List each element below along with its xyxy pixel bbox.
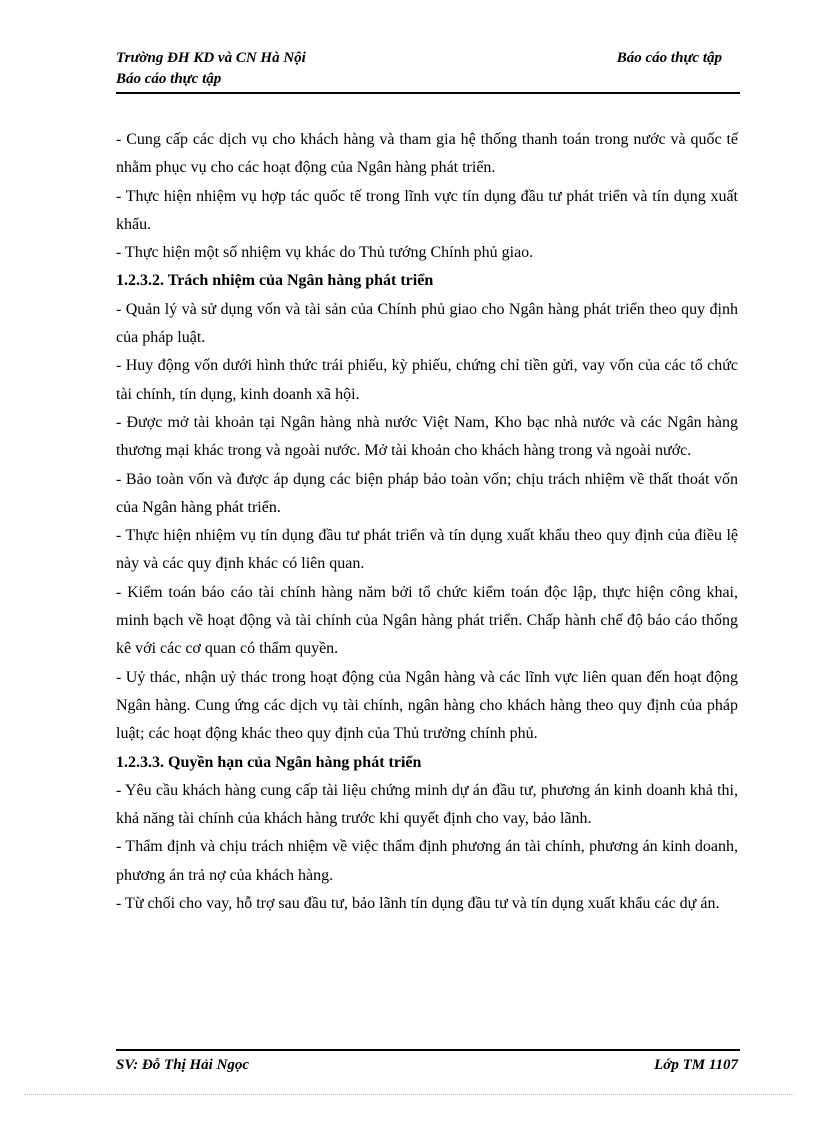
paragraph: - Quản lý và sử dụng vốn và tài sản của Chính phủ giao cho Ngân hàng phát triển theo quy định của pháp luật. xyxy=(116,300,738,347)
paragraph: - Kiểm toán báo cáo tài chính hàng năm bởi tổ chức kiểm toán độc lập, thực hiện công khai, minh bạch về hoạt động và tài chính của Ngân hàng phát triển. Chấp hành chế độ báo cáo thống kê với các cơ quan có thẩm quyền. xyxy=(116,583,738,658)
header-divider xyxy=(116,92,740,94)
section-heading: 1.2.3.3. Quyền hạn của Ngân hàng phát triển xyxy=(116,753,422,771)
paragraph: - Thẩm định và chịu trách nhiệm về việc thẩm định phương án tài chính, phương án kinh doanh, phương án trả nợ của khách hàng. xyxy=(116,838,738,884)
header-report-title-left: Báo cáo thực tập xyxy=(116,71,222,87)
page-footer xyxy=(116,1055,738,1076)
footer-divider xyxy=(116,1049,740,1051)
paragraph: - Thực hiện một số nhiệm vụ khác do Thủ tướng Chính phủ giao. xyxy=(116,244,534,262)
paragraph: - Yêu cầu khách hàng cung cấp tài liệu chứng minh dự án đầu tư, phương án kinh doanh khả thi, khả năng tài chính của khách hàng trước khi quyết định cho vay, bảo lãnh. xyxy=(116,781,738,828)
footer-student-name: SV: Đỗ Thị Hải Ngọc xyxy=(116,1057,250,1073)
paragraph: - Được mở tài khoản tại Ngân hàng nhà nước Việt Nam, Kho bạc nhà nước và các Ngân hàng thương mại khác trong và ngoài nước. Mở tài khoản cho khách hàng trong và ngoài nước. xyxy=(116,413,738,460)
paragraph: - Thực hiện nhiệm vụ tín dụng đầu tư phát triển và tín dụng xuất khẩu theo quy định của điều lệ này và các quy định khác có liên quan. xyxy=(116,527,738,573)
paragraph: - Từ chối cho vay, hỗ trợ sau đầu tư, bảo lãnh tín dụng đầu tư và tín dụng xuất khẩu các dự án. xyxy=(116,895,720,913)
page-edge-divider xyxy=(24,1094,794,1095)
page-header xyxy=(116,48,738,90)
header-school-name: Trường ĐH KD và CN Hà Nội xyxy=(116,50,306,66)
page-body xyxy=(116,126,738,918)
paragraph: - Cung cấp các dịch vụ cho khách hàng và tham gia hệ thống thanh toán trong nước và quốc tế nhằm phục vụ cho các hoạt động của Ngân hàng phát triển. xyxy=(116,131,738,177)
paragraph: - Uỷ thác, nhận uỷ thác trong hoạt động của Ngân hàng và các lĩnh vực liên quan đến hoạt động Ngân hàng. Cung ứng các dịch vụ tài chính, ngân hàng cho khách hàng theo quy định của pháp luật; các hoạt động khác theo quy định của Thủ trưởng chính phủ. xyxy=(116,668,738,743)
header-report-title-right: Báo cáo thực tập xyxy=(616,50,722,66)
paragraph: - Thực hiện nhiệm vụ hợp tác quốc tế trong lĩnh vực tín dụng đầu tư phát triển và tín dụng xuất khẩu. xyxy=(116,187,738,233)
section-heading: 1.2.3.2. Trách nhiệm của Ngân hàng phát triển xyxy=(116,272,434,290)
paragraph: - Huy động vốn dưới hình thức trái phiếu, kỳ phiếu, chứng chỉ tiền gửi, vay vốn của các tổ chức tài chính, tín dụng, kinh doanh xã hội. xyxy=(116,357,738,403)
paragraph: - Bảo toàn vốn và được áp dụng các biện pháp bảo toàn vốn; chịu trách nhiệm về thất thoát vốn của Ngân hàng phát triển. xyxy=(116,470,738,516)
footer-class-name: Lớp TM 1107 xyxy=(654,1057,738,1073)
